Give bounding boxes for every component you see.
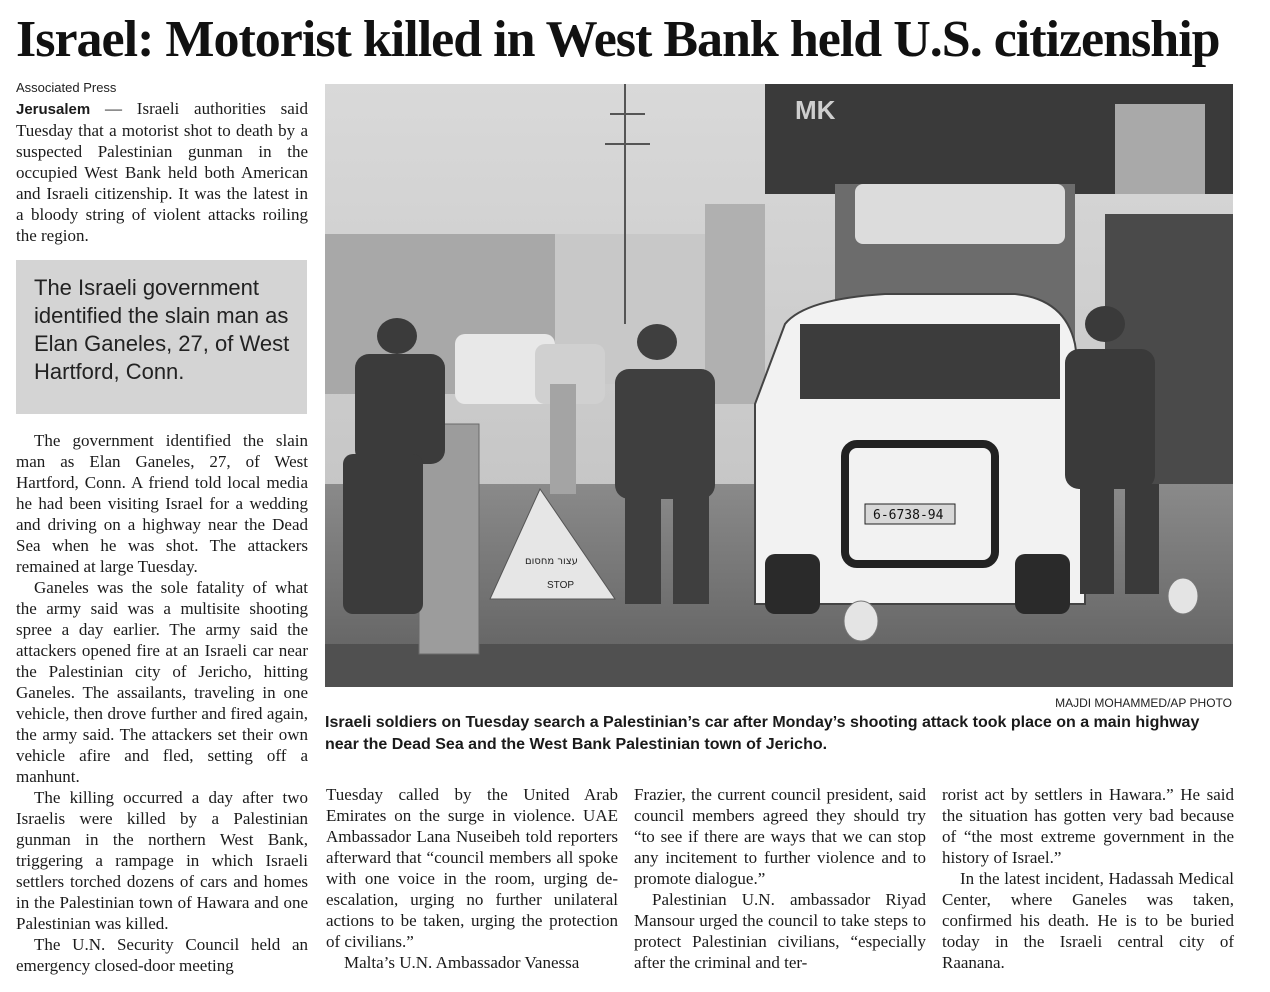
news-photo xyxy=(325,84,1233,687)
paragraph: Tuesday called by the United Arab Emirates on the surge in violence. UAE Ambassador Lana Nuseibeh told reporters afterward that “council members all spoke with one voice in the room, urging de-escalation, urging no further unilateral actions to be taken, urging the protection of civilians.” xyxy=(326,785,618,951)
lead-paragraph xyxy=(16,98,308,246)
paragraph: In the latest incident, Hadassah Medical Center, where Ganeles was taken, confirmed his death. He is to be buried today in the Israeli central city of Raanana. xyxy=(942,869,1234,972)
article-column-4 xyxy=(942,784,1234,973)
license-plate: 6-6738-94 xyxy=(873,508,944,523)
paragraph: Palestinian U.N. ambassador Riyad Mansour urged the council to take steps to protect Palestinian civilians, “especially after the criminal and ter- xyxy=(634,890,926,972)
paragraph: rorist act by settlers in Hawara.” He said the situation has gotten very bad because of “the most extreme government in the history of Israel.” xyxy=(942,785,1234,867)
article-column-3 xyxy=(634,784,926,973)
sign-hebrew: עצור מחסום xyxy=(525,556,578,567)
billboard xyxy=(765,84,1233,194)
photo-caption: Israeli soldiers on Tuesday search a Palestinian’s car after Monday’s shooting attack took place on a main highway near the Dead Sea and the West Bank Palestinian town of Jericho. xyxy=(325,714,1200,753)
paragraph: Malta’s U.N. Ambassador Vanessa xyxy=(344,953,580,972)
pull-quote: The Israeli government identified the slain man as Elan Ganeles, 27, of West Hartford, Conn. xyxy=(16,260,307,414)
sign-stop: STOP xyxy=(547,580,575,591)
paragraph: Frazier, the current council president, said council members agreed they should try “to see if there are ways that we can stop any incitement to further violence and to promote dialogue.” xyxy=(634,785,926,888)
byline: Associated Press xyxy=(16,80,117,95)
lead-text: — Israeli authorities said Tuesday that a motorist shot to death by a suspected Palestinian gunman in the occupied West Bank held both American and Israeli citizenship. It was the latest in a bloody string of violent attacks roiling the region. xyxy=(16,99,308,245)
paragraph: The government identified the slain man as Elan Ganeles, 27, of West Hartford, Conn. A friend told local media he had been visiting Israel for a wedding and driving on a highway near the Dead Sea when he was shot. The attackers remained at large Tuesday. xyxy=(16,431,308,576)
article-column-1 xyxy=(16,430,308,976)
paragraph: The killing occurred a day after two Israelis were killed by a Palestinian gunman in the northern West Bank, triggering a rampage in which Israeli settlers torched dozens of cars and homes in the Palestinian town of Hawara and one Palestinian was killed. xyxy=(16,788,308,933)
paragraph: The U.N. Security Council held an emergency closed-door meeting xyxy=(16,935,308,975)
photo-credit: MAJDI MOHAMMED/AP PHOTO xyxy=(1055,696,1232,710)
paragraph: Ganeles was the sole fatality of what the army said was a multisite shooting spree a day earlier. The army said the attackers opened fire at an Israeli car near the Palestinian city of Jericho, hitting Ganeles. The assailants, traveling in one vehicle, then drove further and fired again, the army said. The attackers set their own vehicle afire and fled, setting off a manhunt. xyxy=(16,578,308,786)
article-column-2 xyxy=(326,784,618,973)
dateline: Jerusalem xyxy=(16,101,91,118)
headline: Israel: Motorist killed in West Bank held U.S. citizenship xyxy=(16,11,1220,68)
billboard-logo: MK xyxy=(795,95,836,125)
article-lead xyxy=(16,98,308,246)
white-pickup xyxy=(755,294,1085,614)
